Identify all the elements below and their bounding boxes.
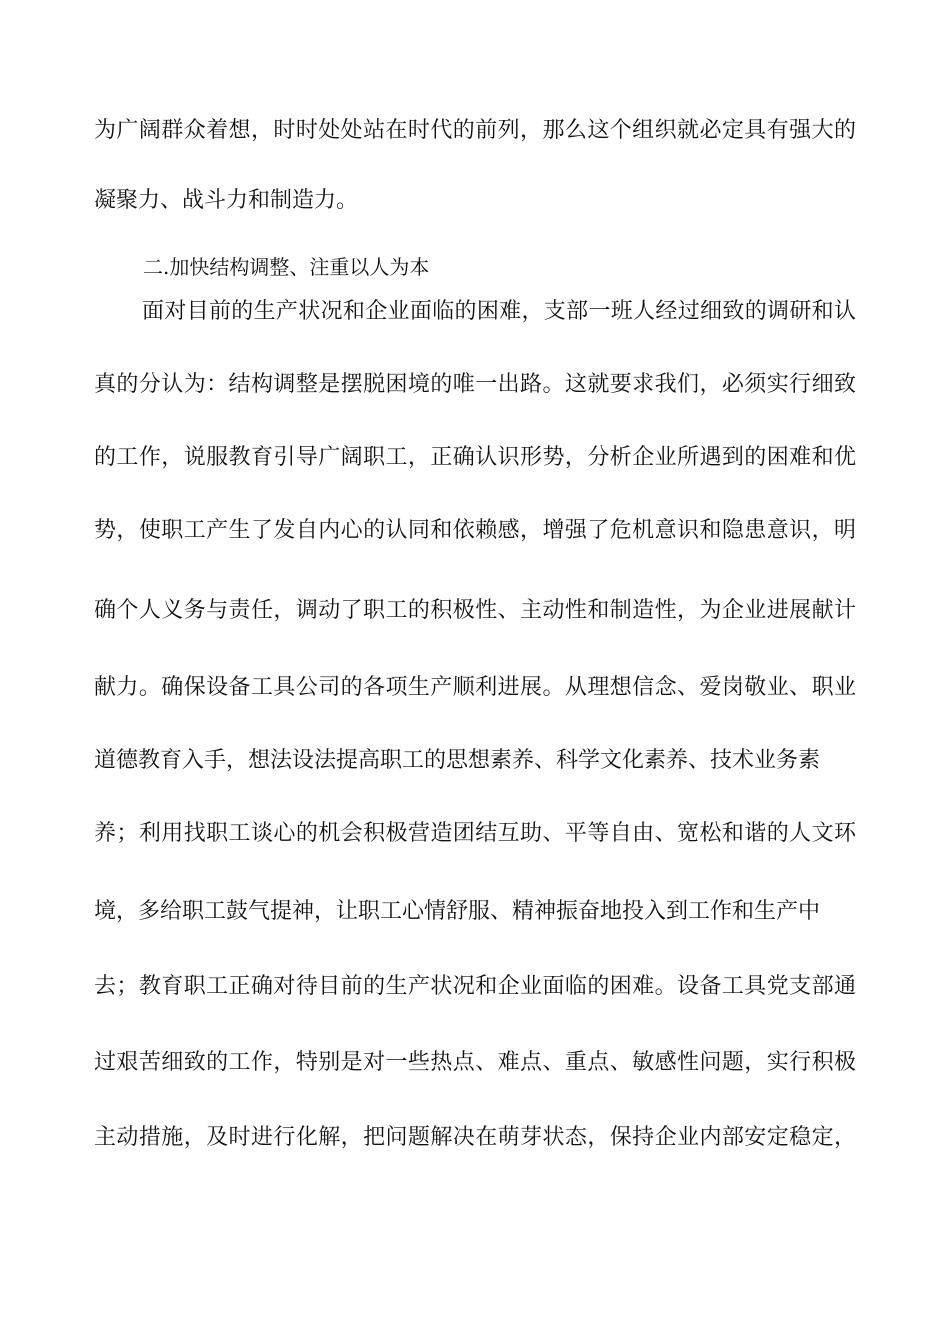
paragraph-line: 势，使职工产生了发自内心的认同和依赖感，增强了危机意识和隐患意识，明	[94, 518, 856, 543]
paragraph-line: 凝聚力、战斗力和制造力。	[94, 188, 359, 213]
paragraph-line: 道德教育入手，想法设法提高职工的思想素养、科学文化素养、技术业务素	[94, 748, 821, 773]
paragraph-line: 献力。确保设备工具公司的各项生产顺利进展。从理想信念、爱岗敬业、职业	[94, 675, 856, 700]
paragraph-line: 境，多给职工鼓气提神，让职工心情舒服、精神振奋地投入到工作和生产中	[94, 899, 821, 924]
paragraph-line: 主动措施，及时进行化解，把问题解决在萌芽状态，保持企业内部安定稳定，	[94, 1125, 856, 1150]
paragraph-line: 过艰苦细致的工作，特别是对一些热点、难点、重点、敏感性问题，实行积极	[94, 1050, 856, 1075]
paragraph-line: 为广阔群众着想，时时处处站在时代的前列，那么这个组织就必定具有强大的	[94, 118, 856, 143]
paragraph-line: 养；利用找职工谈心的机会积极营造团结互助、平等自由、宽松和谐的人文环	[94, 821, 856, 846]
paragraph-line: 真的分认为：结构调整是摆脱困境的唯一出路。这就要求我们，必须实行细致	[94, 372, 856, 397]
paragraph-line: 确个人义务与责任，调动了职工的积极性、主动性和制造性，为企业进展献计	[94, 598, 856, 623]
paragraph-line: 去；教育职工正确对待目前的生产状况和企业面临的困难。设备工具党支部通	[94, 974, 856, 999]
paragraph-line: 面对目前的生产状况和企业面临的困难，支部一班人经过细致的调研和认	[142, 299, 856, 324]
paragraph-line: 的工作，说服教育引导广阔职工，正确认识形势，分析企业所遇到的困难和优	[94, 445, 856, 470]
section-heading: 二.加快结构调整、注重以人为本	[143, 255, 430, 279]
